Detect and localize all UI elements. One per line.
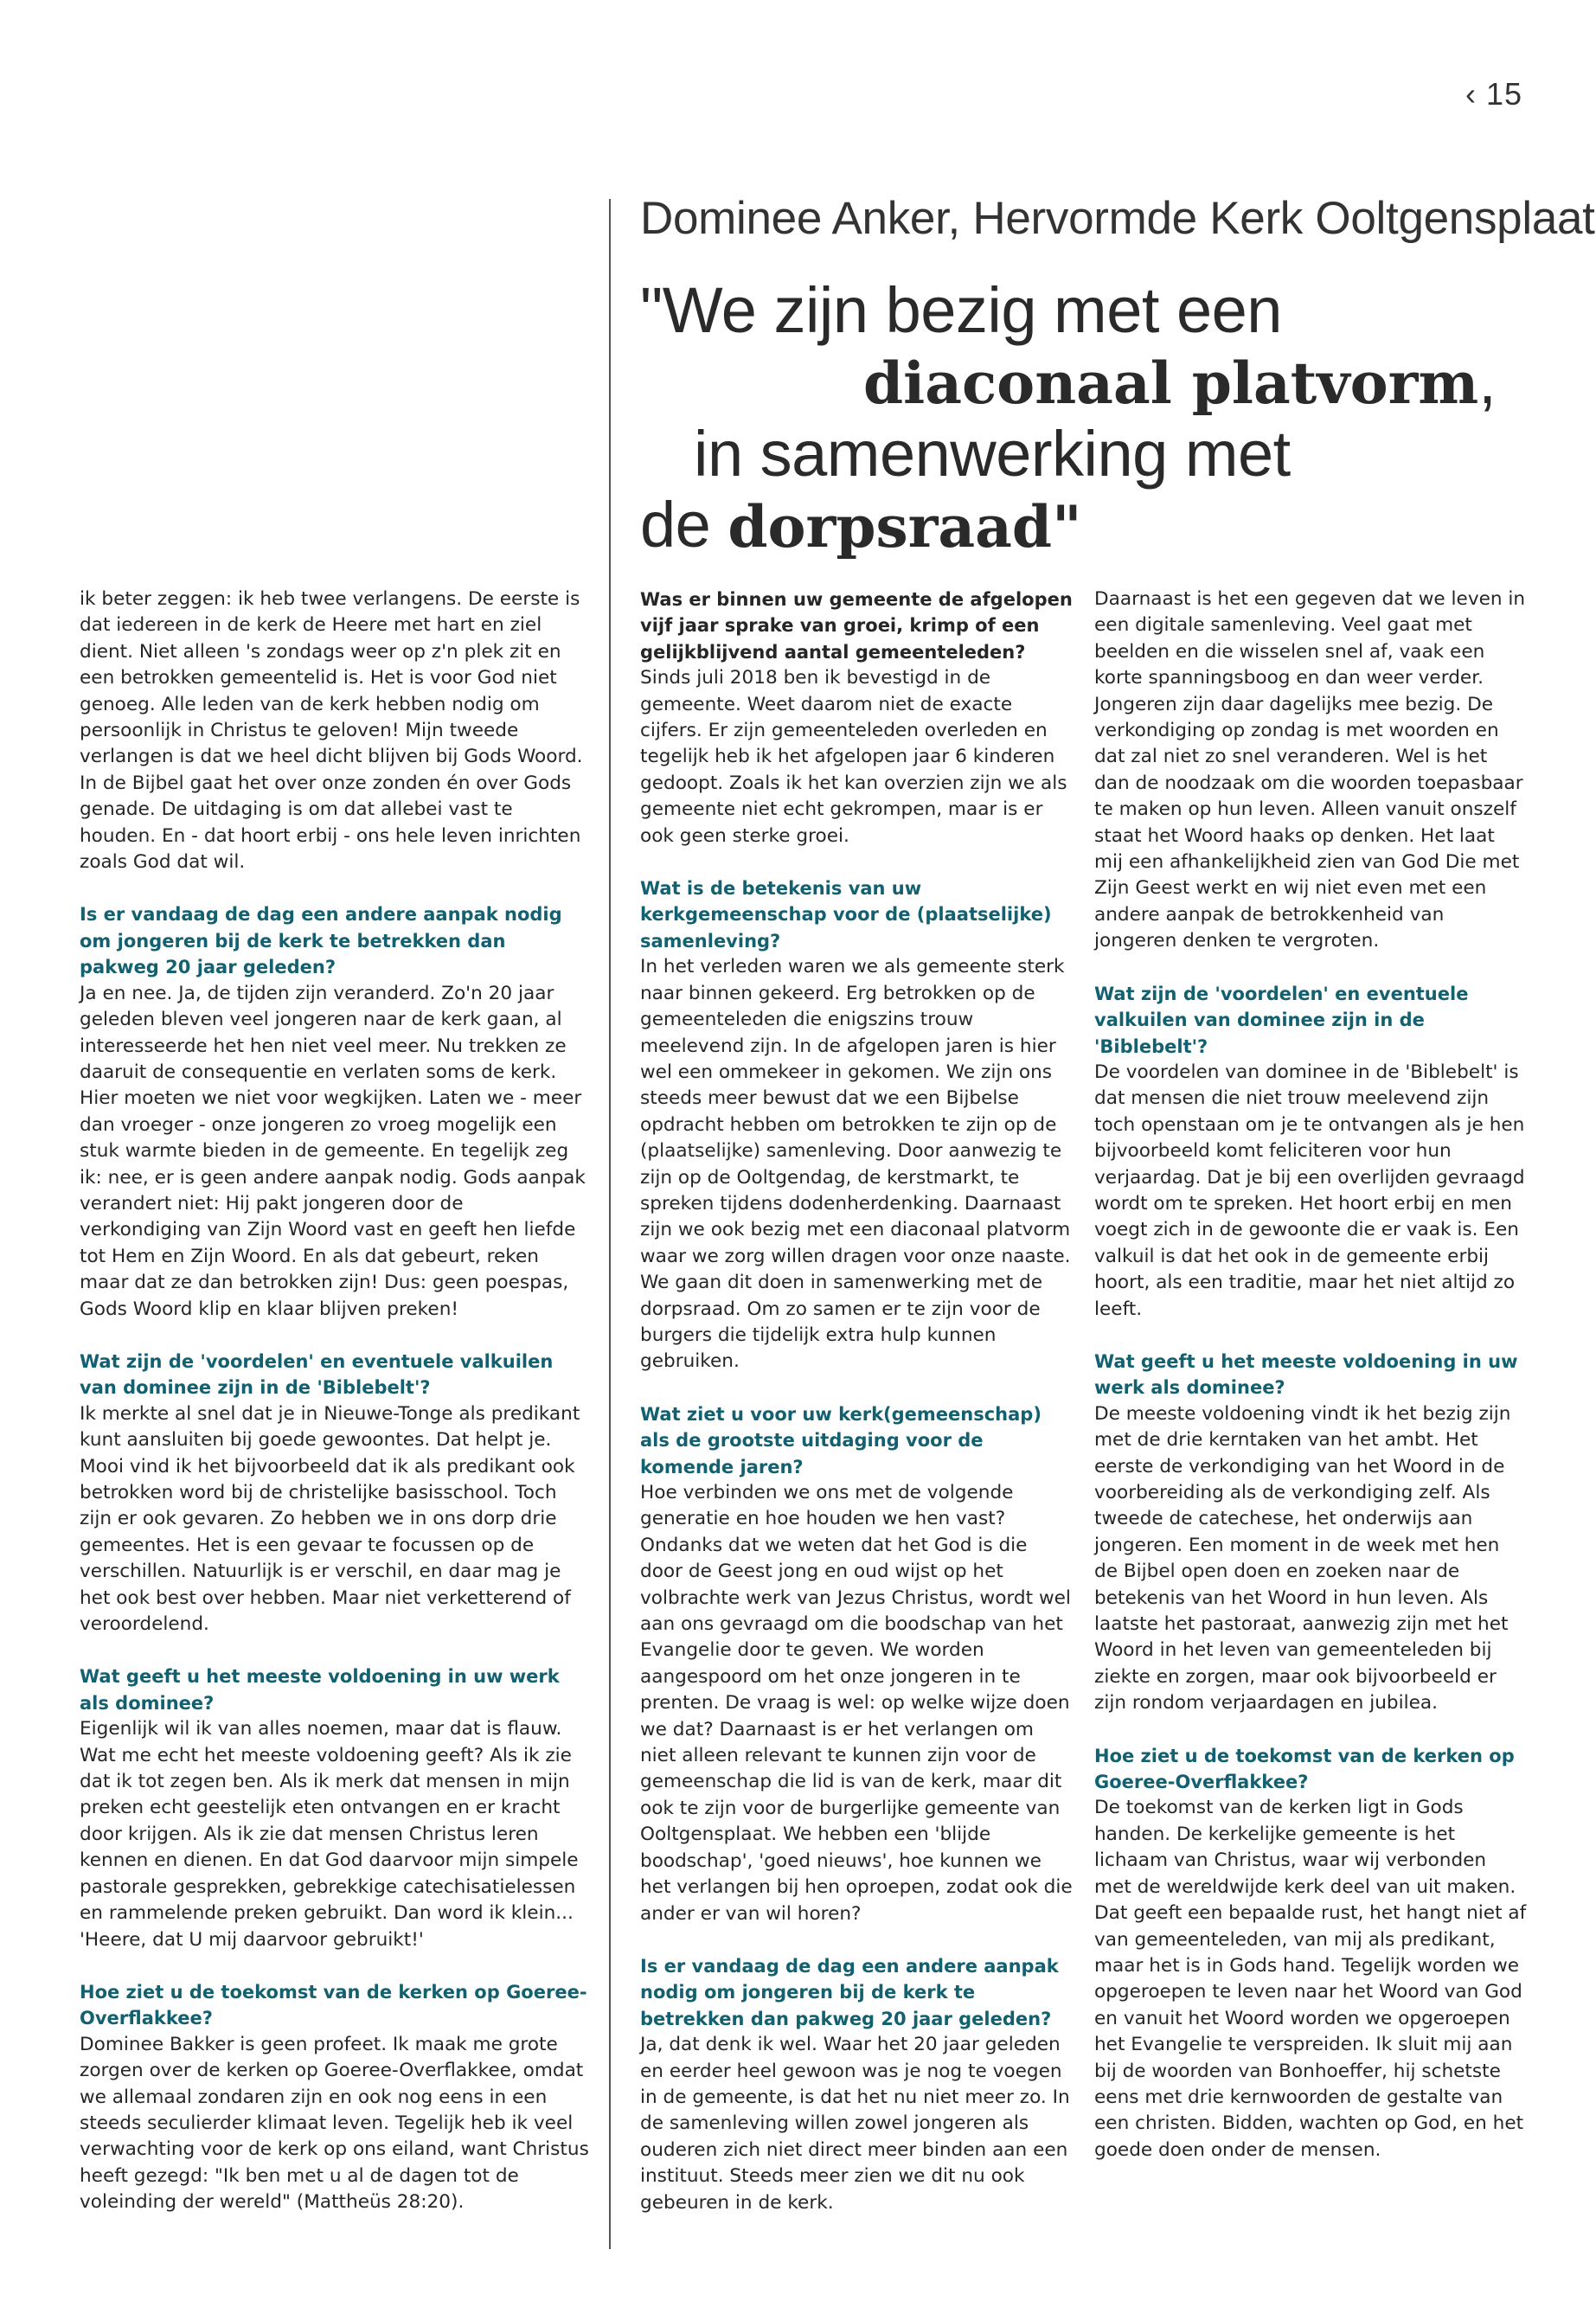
interview-question: Wat geeft u het meeste voldoening in uw werk als dominee? [80, 1666, 560, 1714]
answer-paragraph: Ja en nee. Ja, de tijden zijn veranderd. Zo'n 20 jaar geleden bleven veel jongeren naar de kerk gaan, al interesseerde het hen niet veel meer. Nu trekken ze daaruit de consequentie en verlaten soms de kerk. Hier moeten we niet voor wegkijken. Laten we - meer dan vroeger - onze jongeren zo vroeg mogelijk een stuk warmte bieden in de gemeente. En tegelijk zeg ik: nee, er is geen andere aanpak nodig. Gods aanpak verandert niet: Hij pakt jongeren door de verkondiging van Zijn Woord vast en geeft hen liefde tot Hem en Zijn Woord. En als dat gebeurt, reken maar dat ze dan betrokken zijn! Dus: geen poespas, Gods Woord klip en klaar blijven preken! [80, 982, 586, 1320]
body-column-left [80, 586, 590, 2216]
headline-line-2 [640, 346, 1557, 419]
headline-prefix: de [640, 489, 728, 561]
headline-emphasis-platvorm: diaconaal platvorm [863, 349, 1479, 417]
interview-question: Wat is de betekenis van uw kerkgemeenschap voor de (plaatselijke) samenleving? [640, 878, 1052, 952]
interview-question: Wat ziet u voor uw kerk(gemeenschap) als de grootste uitdaging voor de komende jaren? [640, 1403, 1042, 1477]
interview-question: Was er binnen uw gemeente de afgelopen vijf jaar sprake van groei, krimp of een gelijkblijvend aantal gemeenteleden? [640, 589, 1073, 663]
interview-question: Wat zijn de 'voordelen' en eventuele valkuilen van dominee zijn in de 'Biblebelt'? [80, 1350, 554, 1399]
interview-question: Wat zijn de 'voordelen' en eventuele valkuilen van dominee zijn in de 'Biblebelt'? [1094, 983, 1469, 1057]
headline-line-1: "We zijn bezig met een [640, 274, 1282, 346]
answer-paragraph: Ik merkte al snel dat je in Nieuwe-Tonge als predikant kunt aansluiten bij goede gewoontes. Dat helpt je. Mooi vind ik het bijvoorbeeld dat ik als predikant ook betrokken word bij de christelijke basisschool. Toch zijn er ook gevaren. Zo hebben we in ons dorp drie gemeentes. Het is een gevaar te focussen op de verschillen. Natuurlijk is er verschil, en daar mag je het ook best over hebben. Maar niet verketterend of veroordelend. [80, 1402, 580, 1636]
answer-paragraph: De voordelen van dominee in de 'Biblebelt' is dat mensen die niet trouw meelevend zijn toch openstaan om je te ontvangen als je hen bijvoorbeeld komt feliciteren voor hun verjaardag. Dat je bij een overlijden gevraagd wordt om te spreken. Het hoort erbij en men voegt zich in de gewoonte die er vaak is. Een valkuil is dat het ook in de gemeente erbij hoort, als een traditie, maar het niet altijd zo leeft. [1094, 1061, 1525, 1320]
answer-paragraph: Eigenlijk wil ik van alles noemen, maar dat is flauw. Wat me echt het meeste voldoening geeft? Als ik zie dat ik tot zegen ben. Als ik merk dat mensen in mijn preken echt geestelijk eten ontvangen en er kracht door krijgen. Als ik zie dat mensen Christus leren kennen en dienen. En dat God daarvoor mijn simpele pastorale gesprekken, gebrekkige catechisatielessen en rammelende preken gebruikt. Dan word ik klein... 'Heere, dat U mij daarvoor gebruikt!' [80, 1718, 579, 1951]
headline-line-3: in samenwerking met [694, 418, 1291, 490]
article-headline [640, 275, 1557, 562]
article-kicker: Dominee Anker, Hervormde Kerk Ooltgensplaat [640, 193, 1595, 244]
answer-paragraph: Daarnaast is het een gegeven dat we leven in een digitale samenleving. Veel gaat met beelden en die wisselen snel af, vaak een korte spanningsboog en dan weer verder. Jongeren zijn daar dagelijks mee bezig. De verkondiging op zondag is met woorden en dat zal niet zo snel veranderen. Wel is het dan de noodzaak om die woorden toepasbaar te maken op hun leven. Alleen vanuit onszelf staat het Woord haaks op denken. Het laat mij een afhankelijkheid zien van God Die met Zijn Geest werkt en wij niet even met een andere aanpak de betrokkenheid van jongeren denken te vergroten. [1094, 588, 1526, 952]
interview-question: Is er vandaag de dag een andere aanpak nodig om jongeren bij de kerk te betrekken dan pakweg 20 jaar geleden? [80, 904, 562, 978]
page-number: ‹ 15 [1465, 76, 1522, 112]
answer-paragraph: ik beter zeggen: ik heb twee verlangens. De eerste is dat iedereen in de kerk de Heere met hart en ziel dient. Niet alleen 's zondags weer op z'n plek zit en een betrokken gemeentelid is. Het is voor God niet genoeg. Alle leden van de kerk hebben nodig om persoonlijk in Christus te geloven! Mijn tweede verlangen is dat we heel dicht blijven bij Gods Woord. In de Bijbel gaat het over onze zonden én over Gods genade. De uitdaging is om dat allebei vast te houden. En - dat hoort erbij - ons hele leven inrichten zoals God dat wil. [80, 588, 583, 874]
interview-question: Wat geeft u het meeste voldoening in uw werk als dominee? [1094, 1350, 1518, 1399]
interview-question: Hoe ziet u de toekomst van de kerken op Goeree-Overflakkee? [80, 1981, 587, 2029]
body-column-right [1094, 586, 1527, 2163]
answer-paragraph: Ja, dat denk ik wel. Waar het 20 jaar geleden en eerder heel gewoon was je nog te voegen in de gemeente, is dat het nu niet meer zo. In de samenleving willen zowel jongeren als ouderen zich niet direct meer binden aan een instituut. Steeds meer zien we dit nu ook gebeuren in de kerk. [640, 2034, 1070, 2214]
body-column-middle [640, 586, 1073, 2216]
column-divider [609, 199, 611, 2249]
answer-paragraph: Sinds juli 2018 ben ik bevestigd in de gemeente. Weet daarom niet de exacte cijfers. Er zijn gemeenteleden overleden en tegelijk heb ik het afgelopen jaar 6 kinderen gedoopt. Zoals ik het kan overzien zijn we als gemeente niet echt gekrompen, maar is er ook geen sterke groei. [640, 667, 1067, 847]
headline-line-4 [640, 490, 1557, 562]
interview-question: Hoe ziet u de toekomst van de kerken op Goeree-Overflakkee? [1094, 1745, 1515, 1793]
answer-paragraph: Hoe verbinden we ons met de volgende generatie en hoe houden we hen vast? Ondanks dat we weten dat het God is die door de Geest jong en oud wijst op het volbrachte werk van Jezus Christus, wordt wel aan ons gevraagd om die boodschap van het Evangelie door te geven. We worden aangespoord om het onze jongeren in te prenten. De vraag is wel: op welke wijze doen we dat? Daarnaast is er het verlangen om niet alleen relevant te kunnen zijn voor de gemeenschap die lid is van de kerk, maar dit ook te zijn voor de burgerlijke gemeente van Ooltgensplaat. We hebben een 'blijde boodschap', 'goed nieuws', hoe kunnen we het verlangen bij hen oproepen, zodat ook die ander er van wil horen? [640, 1482, 1073, 1925]
headline-comma: , [1478, 345, 1497, 417]
answer-paragraph: De toekomst van de kerken ligt in Gods handen. De kerkelijke gemeente is het lichaam van Christus, waar wij verbonden met de wereldwijde kerk deel van uit maken. Dat geeft een bepaalde rust, het hangt niet af van gemeenteleden, van mij als predikant, maar het is in Gods hand. Tegelijk worden we opgeroepen te leven naar het Woord van God en vanuit het Woord worden we opgeroepen het Evangelie te verspreiden. Ik sluit mij aan bij de woorden van Bonhoeffer, hij schetste eens met drie kernwoorden de gestalte van een christen. Bidden, wachten op God, en het goede doen onder de mensen. [1094, 1797, 1527, 2161]
headline-emphasis-dorpsraad: dorpsraad" [727, 493, 1082, 561]
answer-paragraph: De meeste voldoening vindt ik het bezig zijn met de drie kerntaken van het ambt. Het eerste de verkondiging van het Woord in de voorbereiding als de verkondiging zelf. Als tweede de catechese, het onderwijs aan jongeren. Een moment in de week met hen de Bijbel open doen en zoeken naar de betekenis van het Woord in hun leven. Als laatste het pastoraat, aanwezig zijn met het Woord in het leven van gemeenteleden bij ziekte en zorgen, maar ook bijvoorbeeld er zijn rondom verjaardagen en jubilea. [1094, 1402, 1511, 1715]
answer-paragraph: Dominee Bakker is geen profeet. Ik maak me grote zorgen over de kerken op Goeree-Overflakkee, omdat we allemaal zondaren zijn en ook nog eens in een steeds seculierder klimaat leven. Tegelijk heb ik veel verwachting voor de kerk op ons eiland, want Christus heeft gezegd: "Ik ben met u al de dagen tot de voleinding der wereld" (Mattheüs 28:20). [80, 2033, 589, 2214]
interview-question: Is er vandaag de dag een andere aanpak nodig om jongeren bij de kerk te betrekken dan pakweg 20 jaar geleden? [640, 1955, 1059, 2029]
answer-paragraph: In het verleden waren we als gemeente sterk naar binnen gekeerd. Erg betrokken op de gemeenteleden die enigszins trouw meelevend zijn. In de afgelopen jaren is hier wel een ommekeer in gekomen. We zijn ons steeds meer bewust dat we een Bijbelse opdracht hebben om betrokken te zijn op de (plaatselijke) samenleving. Door aanwezig te zijn op de Ooltgendag, de kerstmarkt, te spreken tijdens dodenherdenking. Daarnaast zijn we ook bezig met een diaconaal platvorm waar we zorg willen dragen voor onze naaste. We gaan dit doen in samenwerking met de dorpsraad. Om zo samen er te zijn voor de burgers die tijdelijk extra hulp kunnen gebruiken. [640, 956, 1071, 1373]
